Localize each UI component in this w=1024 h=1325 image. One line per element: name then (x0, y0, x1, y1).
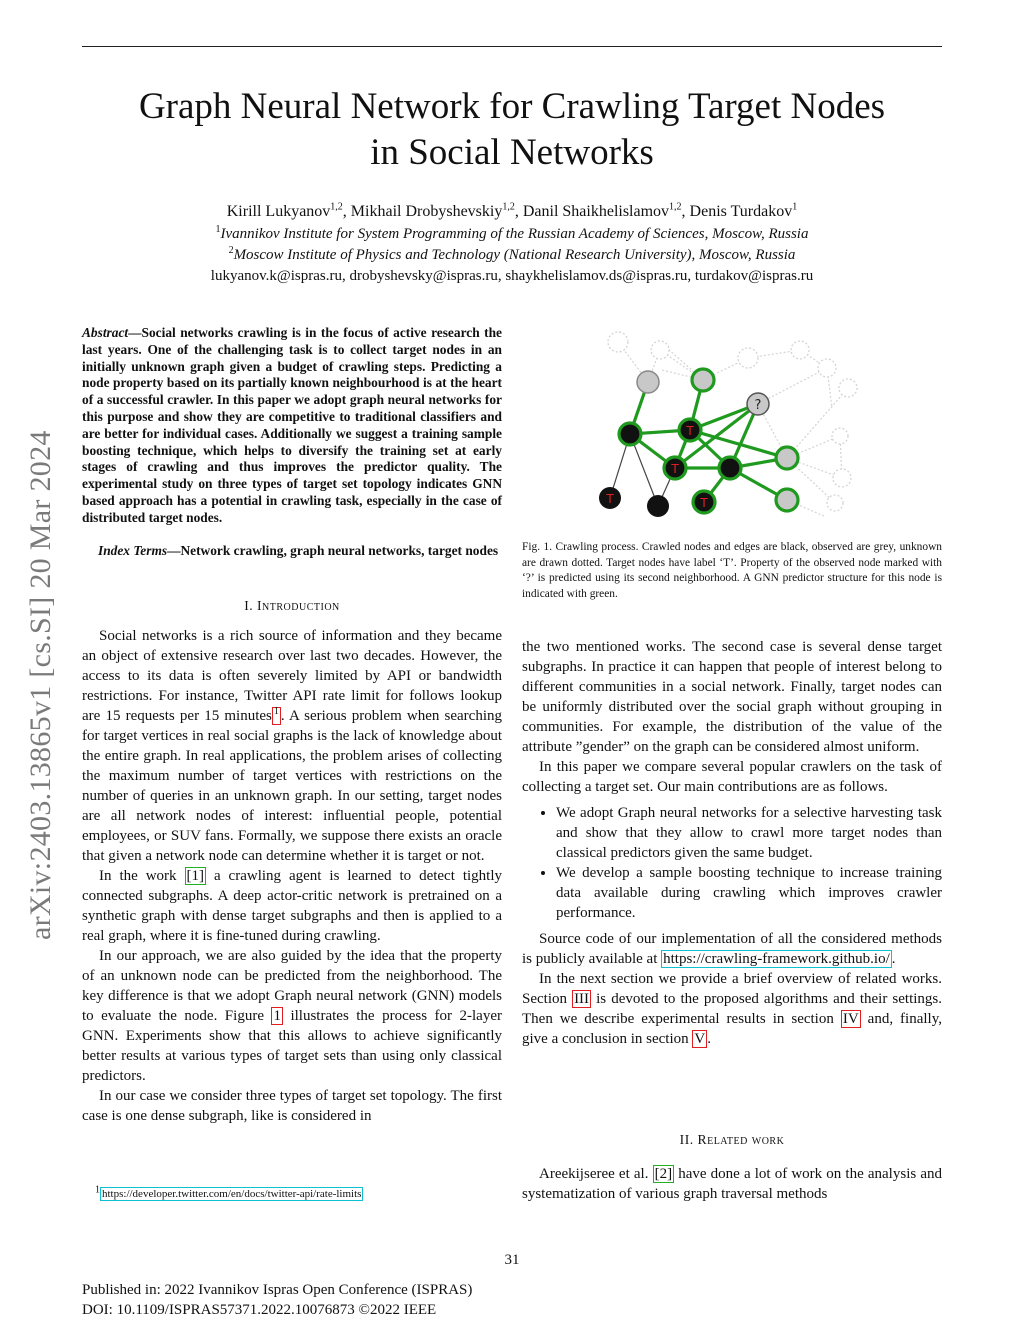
author-list (60, 202, 964, 222)
body-paragraph: In this paper we compare several popular crawlers on the task of collecting a target set. Our main contributions are as follows. (522, 759, 942, 795)
right-column-body (522, 637, 942, 1049)
body-paragraph: Areekijseree et al. [2] have done a lot of work on the analysis and systematization of various graph traversal methods (522, 1166, 942, 1202)
affiliation-1-text: Ivannikov Institute for System Programming of the Russian Academy of Sciences, Moscow, Russia (220, 226, 809, 242)
affiliation-2 (60, 245, 964, 265)
abstract-label: Abstract (82, 325, 129, 340)
author-name: Denis Turdakov (689, 203, 793, 220)
target-label: T (606, 492, 614, 506)
title-line-2: in Social Networks (370, 132, 654, 173)
abstract-dash: — (128, 325, 142, 340)
author-affil-sup: 1,2 (502, 201, 515, 213)
top-rule (82, 46, 942, 47)
footnote-number: 1 (95, 1184, 100, 1196)
author-sep: , (342, 203, 351, 220)
footnote (95, 1184, 363, 1200)
paper-title (60, 84, 964, 176)
unknown-label: ? (754, 398, 762, 413)
doi: DOI: 10.1109/ISPRAS57371.2022.10076873 ©2022 IEEE (82, 1302, 437, 1318)
intro-paragraph: Social networks is a rich source of information and they became an object of extensive research over last two decades. However, the access to its data is often severely limited by API or bandwidth restrictions. For instance, Twitter API rate limit for follows lookup are 15 requests per 15 minutes $^1$ . A serious problem when searching for target vertices in real social graphs is the lack of knowledge about the entire graph. In real applications, the problem arises of collecting the maximum number of target vertices with restrictions on the number of queries in an unknown graph. In our setting, target nodes are all network nodes of interest: influential people, potential employees, or SUV fans. Formally, we suppose there exists an oracle that given a network node can determine whether it is target or not. (82, 628, 502, 864)
affiliation-2-text: Moscow Institute of Physics and Technology (National Research University), Moscow, Russia (233, 247, 796, 263)
abstract (82, 325, 502, 527)
target-label: T (700, 496, 708, 510)
affiliation-2-sup: 2 (228, 245, 234, 256)
crawling-process-figure (580, 318, 880, 528)
author-sep: , (514, 203, 523, 220)
section-title-introduction: I. Introduction (244, 598, 340, 613)
figure-caption: Fig. 1. Crawling process. Crawled nodes and edges are black, observed are grey, unknown are drawn dotted. Target nodes have label ‘T’. Property of the observed node marked with ‘?’ is predicted using its second neighborhood. A GNN predictor structure for this node is indicated with green. (522, 541, 942, 600)
author-name: Mikhail Drobyshevskiy (350, 203, 503, 220)
author-name: Kirill Lukyanov (226, 203, 331, 220)
footnote-ref-link[interactable]: 1 (272, 707, 281, 725)
page-number: 31 (504, 1252, 520, 1268)
list-item: • We adopt Graph neural networks for a selective harvesting task and show that they allow to crawl more target nodes than classical predictors given the same budget. (556, 803, 942, 863)
footnote-url-link[interactable]: https://developer.twitter.com/en/docs/twitter-api/rate-limits (102, 1188, 362, 1200)
publication-info (82, 1280, 472, 1320)
body-paragraph: the two mentioned works. The second case is several dense target subgraphs. In practice it can happen that people of interest belong to different communities in a social network. Finally, target nodes can be uniformly distributed over the social graph without grouping in communities. For example, the distribution of the value of the attribute ”gender” on the graph can be considered almost uniform. (522, 639, 942, 755)
section-ref-link[interactable]: III (574, 991, 590, 1007)
body-paragraph: Source code of our implementation of all the considered methods is publicly available at https://crawling-framework.github.io/ . (522, 931, 942, 967)
author-affil-sup: 1,2 (669, 201, 682, 213)
figure-ref-link[interactable]: 1 (273, 1008, 281, 1024)
unknown-target-candidate-node (747, 393, 769, 415)
citation-link[interactable]: [2] (654, 1166, 673, 1182)
author-affil-sup: 1,2 (330, 201, 343, 213)
arxiv-stamp: arXiv:2403.13865v1 [cs.SI] 20 Mar 2024 (24, 430, 57, 940)
index-terms-label: Index Terms (98, 543, 168, 558)
index-terms-dash: — (167, 543, 181, 558)
title-line-1: Graph Neural Network for Crawling Target Nodes (138, 86, 886, 127)
intro-paragraph: In our case we consider three types of target set topology. The first case is one dense subgraph, like is considered in (82, 1088, 502, 1124)
section-ref-link[interactable]: IV (842, 1011, 859, 1027)
intro-paragraph: In the work [1] a crawling agent is learned to detect tightly connected subgraphs. A deep actor-critic network is pretrained on a synthetic graph with dense target subgraphs and then is applied to a real graph, where it is fine-tuned during crawling. (82, 868, 502, 944)
observed-nodes (637, 369, 798, 511)
target-label: T (671, 462, 679, 476)
left-column-body (82, 626, 502, 1126)
target-label: T (686, 424, 694, 438)
affiliation-1-sup: 1 (215, 224, 221, 235)
abstract-text: Social networks crawling is in the focus of active research the last years. One of the challenging task is to collect target nodes in an initially unknown graph given a budget of crawling steps. Predicting a node property based on its partially known neighbourhood is at the heart of a successful crawler. In this paper we adopt graph neural networks for this purpose and show they are competitive to traditional classifiers and are better for individual cases. Additionally we suggest a training sample boosting technique, which helps to diversify the training set at early stages of crawling and thus improves the predictor quality. The experimental study on three types of target set topology indicates GNN based approach has a potential in crawling task, especially in the case of distributed target nodes. (82, 325, 502, 525)
body-paragraph: In the next section we provide a brief overview of related works. Section III is devoted to the proposed algorithms and their settings. Then we describe experimental results in section IV and, finally, give a conclusion in section V . (522, 971, 942, 1047)
citation-link[interactable]: [1] (186, 868, 204, 884)
list-item: • We develop a sample boosting technique to increase training data available during crawling which improves crawler performance. (556, 863, 942, 923)
author-name: Danil Shaikhelislamov (522, 203, 670, 220)
unknown-nodes (608, 332, 857, 511)
source-code-link[interactable]: https://crawling-framework.github.io/ (663, 951, 890, 967)
author-emails: lukyanov.k@ispras.ru, drobyshevsky@ispras.ru, shaykhelislamov.ds@ispras.ru, turdakov@ispras.ru (210, 268, 814, 284)
author-sep: , (681, 203, 690, 220)
affiliation-1 (60, 224, 964, 244)
related-work-body (522, 1164, 942, 1204)
contributions-list (522, 803, 942, 923)
section-ref-link[interactable]: V (694, 1031, 706, 1047)
index-terms-text: Network crawling, graph neural networks, target nodes (180, 543, 499, 558)
unknown-edges (618, 340, 848, 516)
index-terms (82, 543, 502, 560)
published-in: Published in: 2022 Ivannikov Ispras Open Conference (ISPRAS) (82, 1282, 473, 1298)
intro-paragraph: In our approach, we are also guided by the idea that the property of an unknown node can be predicted from the neighborhood. The key difference is that we adopt Graph neural network (GNN) models to evaluate the node. Figure 1 illustrates the process for 2-layer GNN. Experiments show that this allows to achieve significantly better results at various types of target sets than using only classical predictors. (82, 948, 502, 1084)
section-title-related-work: II. Related work (679, 1132, 785, 1147)
author-affil-sup: 1 (792, 201, 798, 213)
